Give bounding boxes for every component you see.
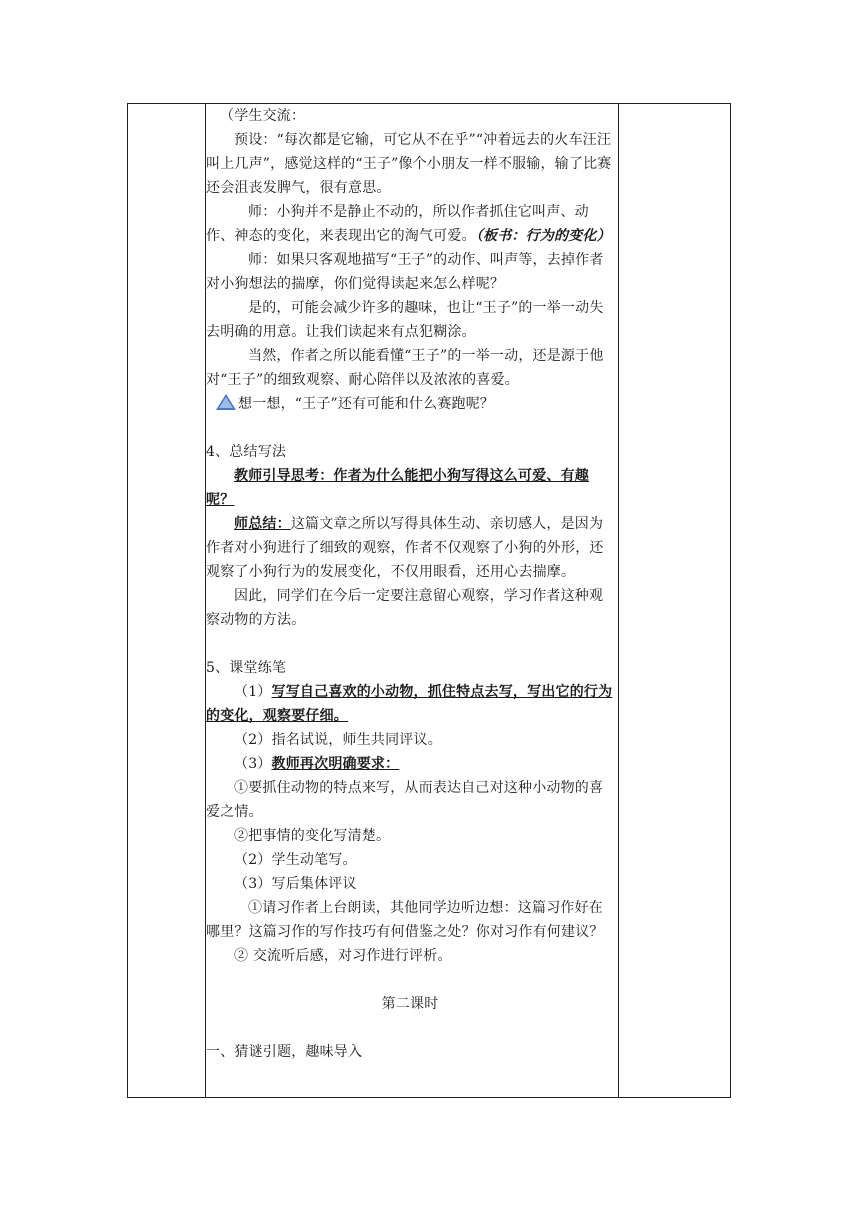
- lesson-content: [206, 104, 614, 1064]
- paragraph: 当然，作者之所以能看懂“王子”的一举一动，还是源于他对“王子”的细致观察、耐心陪伴以及浓浓的喜爱。: [206, 348, 604, 388]
- paragraph: 是的，可能会减少许多的趣味，也让“王子”的一举一动失去明确的用意。让我们读起来有点犯糊涂。: [206, 300, 604, 340]
- paragraph: [206, 200, 614, 248]
- paragraph: ①请习作者上台朗读，其他同学边听边想：这篇习作好在哪里？这篇习作的写作技巧有何借鉴之处？你对习作有何建议？: [206, 900, 604, 940]
- text: （1）: [234, 684, 272, 700]
- paragraph: 预设：“每次都是它输，可它从不在乎”“冲着远去的火车汪汪叫上几声”，感觉这样的“王子”像个小朋友一样不服输，输了比赛还会沮丧发脾气，很有意思。: [206, 132, 612, 196]
- paragraph: [206, 392, 614, 416]
- column-divider-2: [618, 104, 619, 1097]
- paragraph: ② 交流听后感，对习作进行评析。: [234, 948, 452, 964]
- paragraph: [206, 752, 614, 776]
- paragraph: 师：如果只客观地描写“王子”的动作、叫声等，去掉作者对小狗想法的揣摩，你们觉得读起来怎么样呢？: [206, 252, 604, 292]
- section-heading: 一、猜谜引题，趣味导入: [206, 1044, 363, 1060]
- paragraph: （学生交流：: [220, 108, 306, 124]
- triangle-icon: [216, 394, 236, 410]
- paragraph: ①要抓住动物的特点来写，从而表达自己对这种小动物的喜爱之情。: [206, 780, 604, 820]
- board-note: （板书：行为的变化）: [475, 228, 611, 244]
- paragraph: （2）学生动笔写。: [234, 852, 357, 868]
- text: 这篇文章之所以写得具体生动、亲切感人，是因为作者对小狗进行了细致的观察，作者不仅观察了小狗的外形，还观察了小狗行为的发展变化，不仅用眼看，还用心去揣摩。: [206, 516, 604, 580]
- paragraph: ②把事情的变化写清楚。: [234, 828, 391, 844]
- paragraph: （2）指名试说，师生共同评议。: [234, 732, 442, 748]
- text: 教师再次明确要求：: [271, 756, 400, 772]
- paragraph: [206, 680, 614, 728]
- text: （3）: [234, 756, 272, 772]
- lesson-title: 第二课时: [381, 996, 439, 1012]
- section-heading: 4、总结写法: [206, 444, 287, 460]
- text: 写写自己喜欢的小动物，抓住特点去写，写出它的行为的变化，观察要仔细。: [206, 684, 613, 724]
- paragraph: 因此，同学们在今后一定要注意留心观察，学习作者这种观察动物的方法。: [206, 588, 604, 628]
- text: 师：小狗并不是静止不动的，所以作者抓住它叫声、动作、神态的变化，来表现出它的淘气可爱。: [206, 204, 589, 244]
- text: 师总结：: [234, 516, 291, 532]
- text: 想一想，“王子”还有可能和什么赛跑呢？: [238, 396, 495, 412]
- paragraph: [206, 512, 614, 584]
- paragraph: （3）写后集体评议: [234, 876, 357, 892]
- section-heading: 5、课堂练笔: [206, 660, 287, 676]
- paragraph: 教师引导思考：作者为什么能把小狗写得这么可爱、有趣呢？: [206, 468, 589, 508]
